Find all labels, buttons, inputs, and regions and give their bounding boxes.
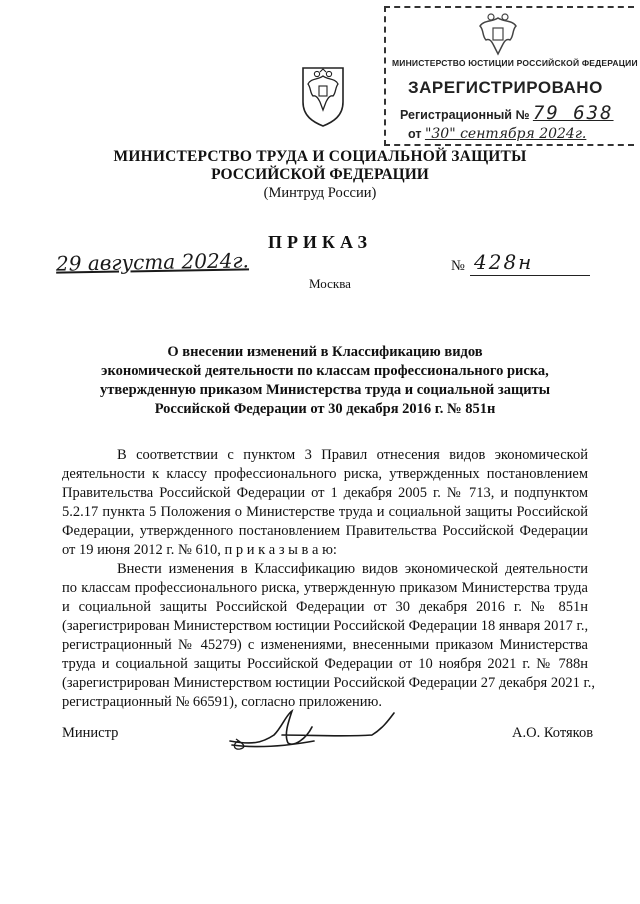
paragraph-line: регистрационный № 45279) с изменениями, внесенными приказом Министерства: [62, 637, 588, 653]
paragraph-line: труда и социальной защиты Российской Федерации от 10 ноября 2021 г. № 788н: [62, 656, 588, 672]
order-title-line: Российской Федерации от 30 декабря 2016 г. № 851н: [154, 401, 496, 417]
document-type: ПРИКАЗ: [267, 232, 373, 252]
paragraph-line: и социальной защиты Российской Федерации от 30 декабря 2016 г. № 851н: [62, 599, 588, 615]
stamp-title: ЗАРЕГИСТРИРОВАНО: [408, 78, 603, 97]
stamp-date: "30" сентября 2024г.: [424, 126, 587, 142]
stamp-reg-label: Регистрационный №: [400, 108, 530, 122]
handwritten-number: 428н: [474, 250, 534, 274]
city: Москва: [309, 276, 351, 291]
order-title-line: О внесении изменений в Классификацию видов: [167, 344, 483, 360]
order-title-line: экономической деятельности по классам профессионального риска,: [101, 363, 549, 379]
signatory-name: А.О. Котяков: [512, 725, 594, 741]
handwritten-date: 29 августа 2024г.: [55, 248, 250, 276]
paragraph-line: от 19 июня 2012 г. № 610, п р и к а з ы в а ю:: [62, 542, 337, 558]
stamp-ministry: МИНИСТЕРСТВО ЮСТИЦИИ РОССИЙСКОЙ ФЕДЕРАЦИИ: [392, 58, 638, 68]
paragraph-line: В соответствии с пунктом 3 Правил отнесения видов экономической: [117, 447, 588, 463]
paragraph-line: (зарегистрирован Министерством юстиции Российской Федерации 27 декабря 2021 г.,: [62, 675, 596, 691]
handwritten-signature: [222, 705, 402, 757]
paragraph-line: деятельности к классу профессионального риска, утвержденных постановлением: [62, 466, 588, 482]
stamp-reg-number: 79 638: [532, 102, 614, 124]
number-label: №: [451, 258, 465, 274]
coat-of-arms-icon: [300, 62, 346, 128]
stamp-registration-line: [400, 102, 614, 124]
stamp-date-prefix: от: [408, 127, 422, 141]
paragraph-line: Правительства Российской Федерации от 1 декабря 2005 г. № 713, и подпунктом: [62, 485, 588, 501]
stamp-date-line: [408, 126, 586, 142]
paragraph-line: по классам профессионального риска, утвержденную приказом Министерства труда: [62, 580, 588, 596]
paragraph-line: 5.2.17 пункта 5 Положения о Министерстве труда и социальной защиты Российской: [62, 504, 588, 520]
ministry-short-name: (Минтруд России): [263, 185, 377, 201]
paragraph-line: регистрационный № 66591), согласно приложению.: [62, 694, 383, 710]
signatory-role: Министр: [62, 725, 119, 741]
paragraph-line: Внести изменения в Классификацию видов экономической деятельности: [117, 561, 588, 577]
paragraph-line: Федерации, утвержденного постановлением Правительства Российской Федерации: [62, 523, 588, 539]
order-title-line: утвержденную приказом Министерства труда и социальной защиты: [99, 382, 551, 398]
stamp-coat-of-arms-icon: [476, 12, 520, 58]
ministry-name-line2: РОССИЙСКОЙ ФЕДЕРАЦИИ: [211, 166, 429, 183]
registration-stamp: [384, 6, 638, 146]
ministry-name-line1: МИНИСТЕРСТВО ТРУДА И СОЦИАЛЬНОЙ ЗАЩИТЫ: [113, 148, 527, 165]
paragraph-line: (зарегистрирован Министерством юстиции Российской Федерации 18 января 2017 г.,: [62, 618, 589, 634]
number-underline: [470, 275, 590, 276]
